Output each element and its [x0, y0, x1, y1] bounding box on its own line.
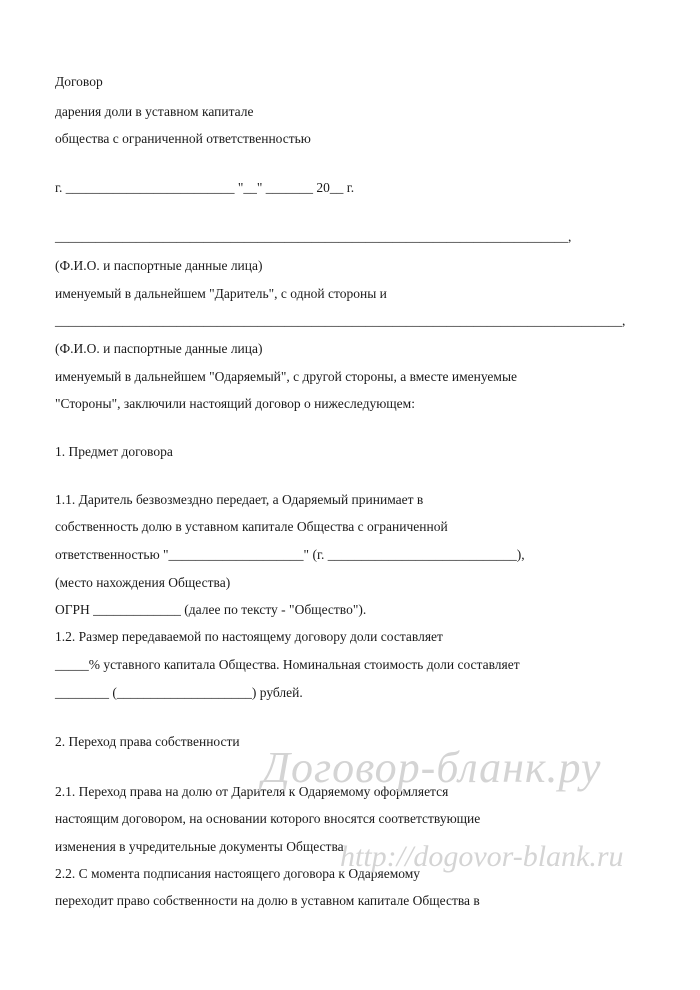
- party1-blank: ____________________________________________________________________________,: [55, 229, 572, 244]
- section2-heading: 2. Переход права собственности: [55, 734, 240, 749]
- document-subtitle-2: общества с ограниченной ответственностью: [55, 131, 311, 146]
- document-title: Договор: [55, 74, 103, 89]
- party2-role-line2: "Стороны", заключили настоящий договор о нижеследующем:: [55, 396, 415, 411]
- document-subtitle: дарения доли в уставном капитале: [55, 104, 254, 119]
- clause-1-2-line2: _____% уставного капитала Общества. Номинальная стоимость доли составляет: [55, 657, 520, 672]
- clause-1-1-line2: собственность долю в уставном капитале Общества с ограниченной: [55, 519, 448, 534]
- clause-2-2-line1: 2.2. С момента подписания настоящего договора к Одаряемому: [55, 866, 421, 881]
- clause-2-1-line1: 2.1. Переход права на долю от Дарителя к Одаряемому оформляется: [55, 784, 449, 799]
- party2-blank: ____________________________________________________________________________________,: [55, 313, 626, 328]
- clause-2-2-line2: переходит право собственности на долю в уставном капитале Общества в: [55, 893, 480, 908]
- party1-caption: (Ф.И.О. и паспортные данные лица): [55, 258, 263, 273]
- watermark-brand: Договор-бланк.ру: [262, 743, 602, 792]
- clause-1-1-line4: (место нахождения Общества): [55, 575, 231, 590]
- party2-caption: (Ф.И.О. и паспортные данные лица): [55, 341, 263, 356]
- watermark-url: http://dogovor-blank.ru: [340, 840, 624, 873]
- clause-1-1-line1: 1.1. Даритель безвозмездно передает, а Одаряемый принимает в: [55, 492, 424, 507]
- clause-1-1-line5: ОГРН _____________ (далее по тексту - "Общество").: [55, 602, 367, 617]
- party1-role: именуемый в дальнейшем "Даритель", с одной стороны и: [55, 286, 387, 301]
- clause-1-2-line3: ________ (____________________) рублей.: [55, 685, 303, 700]
- clause-1-1-line3: ответственностью "____________________" (г. ____________________________),: [55, 547, 525, 562]
- clause-1-2-line1: 1.2. Размер передаваемой по настоящему договору доли составляет: [55, 629, 443, 644]
- clause-2-1-line3: изменения в учредительные документы Общества.: [55, 839, 348, 854]
- clause-2-1-line2: настоящим договором, на основании которого вносятся соответствующие: [55, 811, 481, 826]
- party2-role-line1: именуемый в дальнейшем "Одаряемый", с другой стороны, а вместе именуемые: [55, 369, 518, 384]
- place-date-line: г. _________________________ "__" _______ 20__ г.: [55, 180, 355, 195]
- section1-heading: 1. Предмет договора: [55, 444, 173, 459]
